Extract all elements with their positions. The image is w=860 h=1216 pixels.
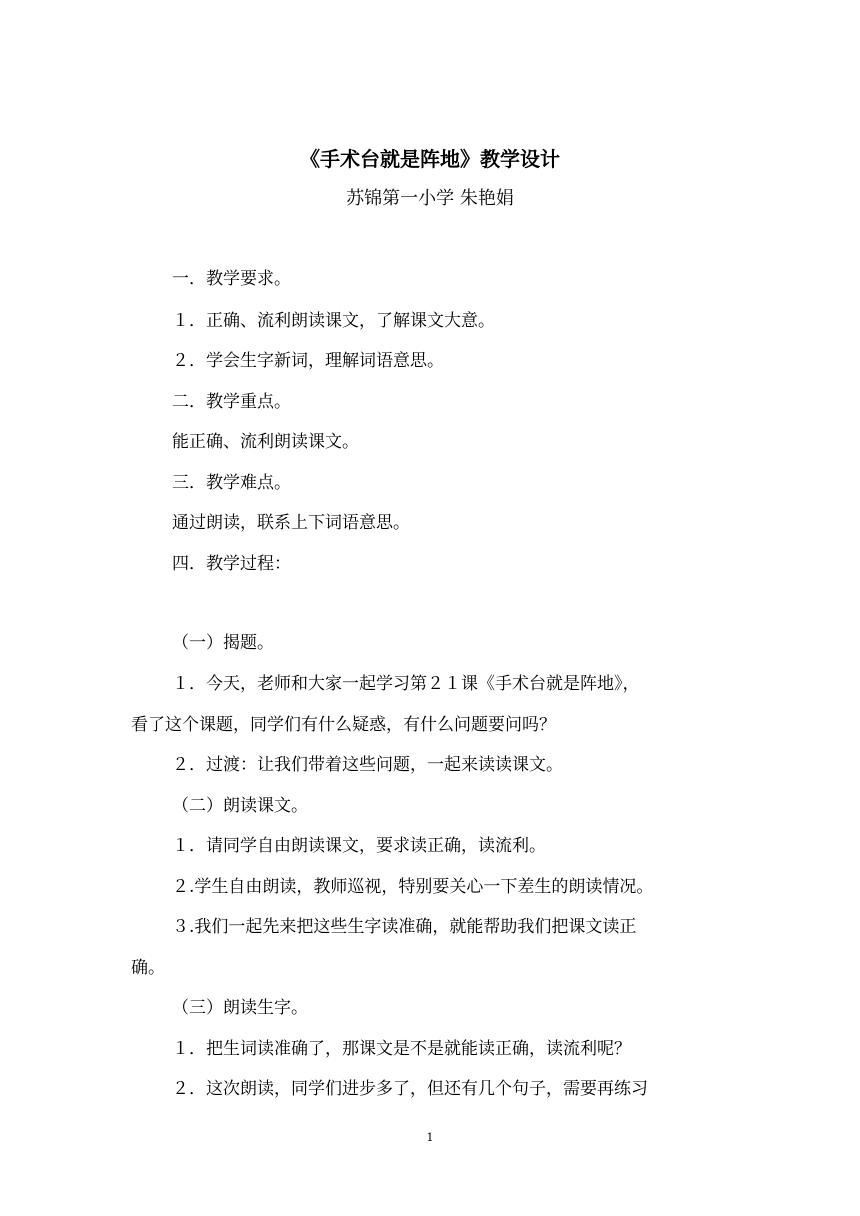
paragraph: １．正确、流利朗读课文，了解课文大意。 — [172, 311, 495, 331]
paragraph: ２．过渡：让我们带着这些问题，一起来读读课文。 — [172, 755, 563, 775]
paragraph-continuation: 看了这个课题，同学们有什么疑惑，有什么问题要问吗？ — [131, 715, 556, 735]
paragraph: ３.我们一起先来把这些生字读准确，就能帮助我们把课文读正 — [172, 917, 637, 937]
subsection-heading: （一）揭题。 — [172, 633, 274, 653]
paragraph: 通过朗读，联系上下词语意思。 — [172, 513, 410, 533]
paragraph: 能正确、流利朗读课文。 — [172, 432, 359, 452]
subsection-heading: （二）朗读课文。 — [172, 796, 308, 816]
section-heading-difficulties: 三．教学难点。 — [172, 473, 291, 493]
subsection-heading: （三）朗读生字。 — [172, 998, 308, 1018]
paragraph: ２．学会生字新词，理解词语意思。 — [172, 351, 444, 371]
section-heading-requirements: 一．教学要求。 — [172, 269, 291, 289]
paragraph-continuation: 确。 — [131, 958, 165, 978]
paragraph: １．请同学自由朗读课文，要求读正确，读流利。 — [172, 836, 546, 856]
section-heading-process: 四．教学过程： — [172, 554, 291, 574]
page-number: 1 — [426, 1131, 434, 1144]
paragraph: ２．这次朗读，同学们进步多了，但还有几个句子，需要再练习 — [172, 1079, 648, 1099]
paragraph: ２.学生自由朗读，教师巡视，特别要关心一下差生的朗读情况。 — [172, 877, 654, 897]
document-title: 《手术台就是阵地》教学设计 — [300, 147, 560, 171]
document-author: 苏锦第一小学 朱艳娟 — [346, 188, 514, 209]
paragraph: １．把生词读准确了，那课文是不是就能读正确，读流利呢？ — [172, 1039, 631, 1059]
section-heading-key-points: 二．教学重点。 — [172, 392, 291, 412]
paragraph: １．今天，老师和大家一起学习第２１课《手术台就是阵地》， — [172, 674, 640, 694]
